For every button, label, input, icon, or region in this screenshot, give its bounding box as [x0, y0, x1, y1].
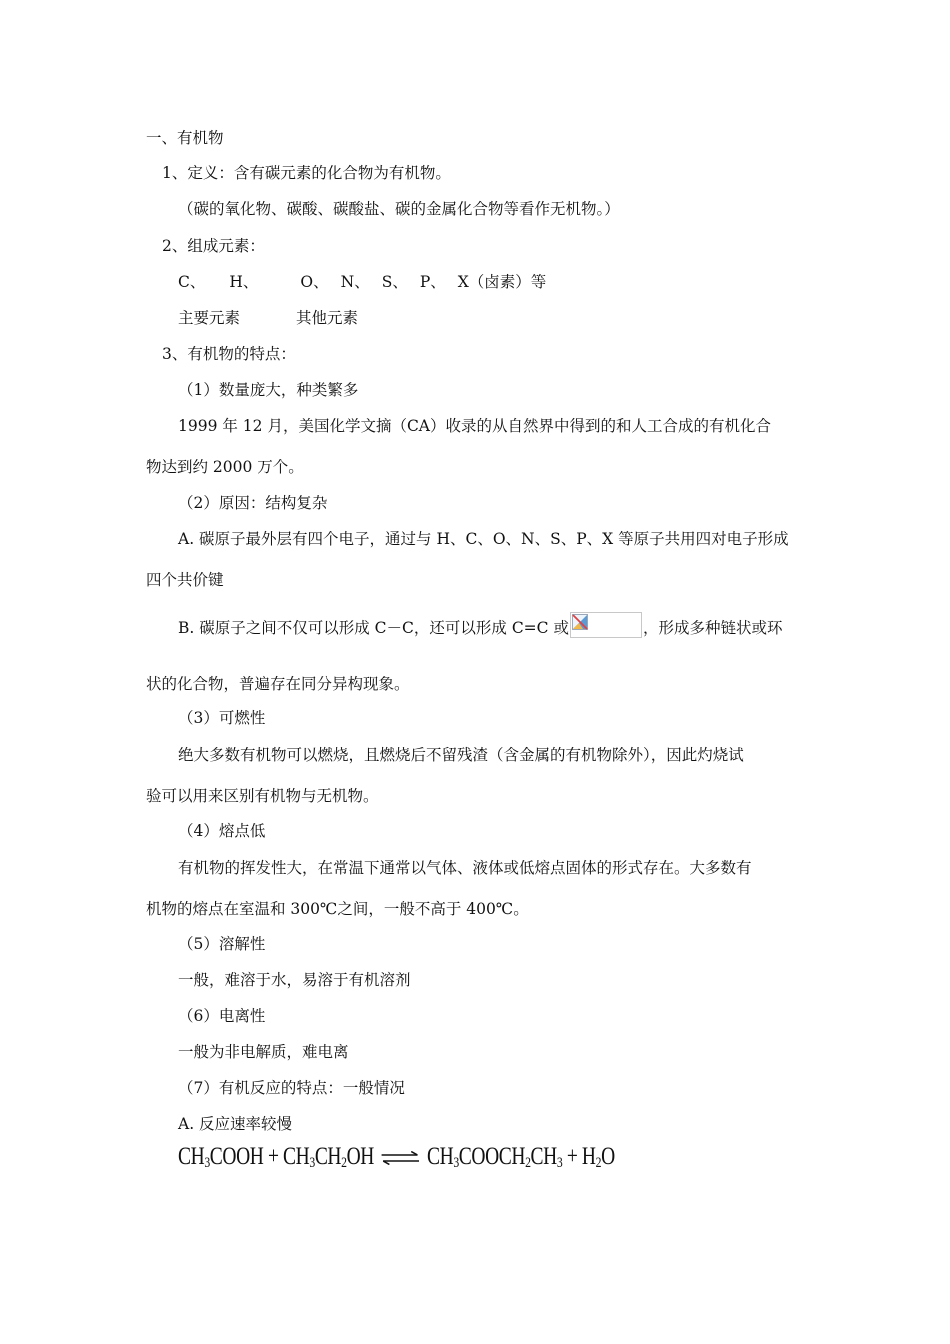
broken-image-icon	[570, 612, 642, 638]
eq-subscript: 3	[309, 1155, 315, 1171]
composition-title: 2、组成元素：	[162, 237, 265, 255]
definition-line: 1、定义：含有碳元素的化合物为有机物。	[162, 164, 451, 182]
feature-3-heading: （3）可燃性	[178, 709, 266, 727]
feature-5-paragraph: 一般，难溶于水，易溶于有机溶剂	[178, 971, 411, 989]
other-elements-label: 其他元素	[296, 309, 359, 327]
feature-4-paragraph-line-1: 有机物的挥发性大，在常温下通常以气体、液体或低熔点固体的形式存在。大多数有	[178, 859, 752, 877]
definition-note: （碳的氧化物、碳酸、碳酸盐、碳的金属化合物等看作无机物。）	[178, 200, 620, 218]
element-c: C、	[178, 273, 206, 291]
feature-1-heading: （1）数量庞大，种类繁多	[178, 381, 359, 399]
feature-1-paragraph-line-2: 物达到约 2000 万个。	[146, 458, 304, 476]
feature-2-point-a-line-1: A. 碳原子最外层有四个电子，通过与 H、C、O、N、S、P、X 等原子共用四对电子形成	[178, 530, 789, 548]
element-s: S、	[381, 273, 408, 291]
section-heading: 一、有机物	[146, 129, 224, 147]
feature-6-paragraph: 一般为非电解质，难电离	[178, 1043, 349, 1061]
eq-subscript: 3	[453, 1155, 459, 1171]
eq-subscript: 2	[341, 1155, 347, 1171]
element-n: N、	[340, 273, 370, 291]
eq-part: CH	[530, 1143, 557, 1170]
eq-part: OH	[346, 1143, 374, 1170]
element-h: H、	[229, 273, 259, 291]
eq-part: COOH + CH	[209, 1143, 310, 1170]
feature-1-paragraph-line-1: 1999 年 12 月，美国化学文摘（CA）收录的从自然界中得到的和人工合成的有机化合	[178, 417, 772, 435]
feature-2-point-a-line-2: 四个共价键	[146, 571, 224, 589]
feature-2-point-b-line-1	[178, 612, 782, 638]
feature-3-paragraph-line-1: 绝大多数有机物可以燃烧，且燃烧后不留残渣（含金属的有机物除外），因此灼烧试	[178, 746, 744, 764]
element-p: P、	[419, 273, 446, 291]
reversible-arrow-icon	[380, 1144, 421, 1172]
feature-5-heading: （5）溶解性	[178, 935, 266, 953]
feature-7-point-a: A. 反应速率较慢	[178, 1115, 293, 1133]
eq-subscript: 3	[556, 1155, 563, 1171]
eq-part: + H	[562, 1143, 596, 1170]
eq-subscript: 2	[595, 1155, 602, 1171]
element-x: X（卤素）等	[457, 273, 547, 291]
feature-6-heading: （6）电离性	[178, 1007, 266, 1025]
main-elements-label: 主要元素	[178, 309, 241, 327]
element-list	[178, 272, 546, 292]
features-title: 3、有机物的特点：	[162, 345, 296, 363]
point-b-text-after: ，形成多种链状或环	[642, 619, 783, 637]
feature-2-point-b-line-2: 状的化合物，普遍存在同分异构现象。	[146, 675, 410, 693]
feature-3-paragraph-line-2: 验可以用来区别有机物与无机物。	[146, 787, 379, 805]
eq-part: CH	[314, 1143, 342, 1170]
eq-subscript: 2	[525, 1155, 531, 1171]
eq-subscript: 3	[204, 1155, 210, 1171]
eq-part: CH	[178, 1143, 205, 1170]
feature-4-paragraph-line-2: 机物的熔点在室温和 300℃之间，一般不高于 400℃。	[146, 900, 529, 918]
feature-2-heading: （2）原因：结构复杂	[178, 494, 328, 512]
feature-7-heading: （7）有机反应的特点：一般情况	[178, 1079, 405, 1097]
eq-part: O	[601, 1143, 615, 1170]
element-o: O、	[300, 273, 329, 291]
eq-part: COOCH	[458, 1143, 526, 1170]
equation-text	[178, 1143, 615, 1172]
feature-4-heading: （4）熔点低	[178, 822, 266, 840]
point-b-text-before: B. 碳原子之间不仅可以形成 C－C，还可以形成 C=C 或	[178, 619, 569, 637]
eq-part: CH	[427, 1143, 454, 1170]
esterification-equation	[178, 1143, 738, 1172]
